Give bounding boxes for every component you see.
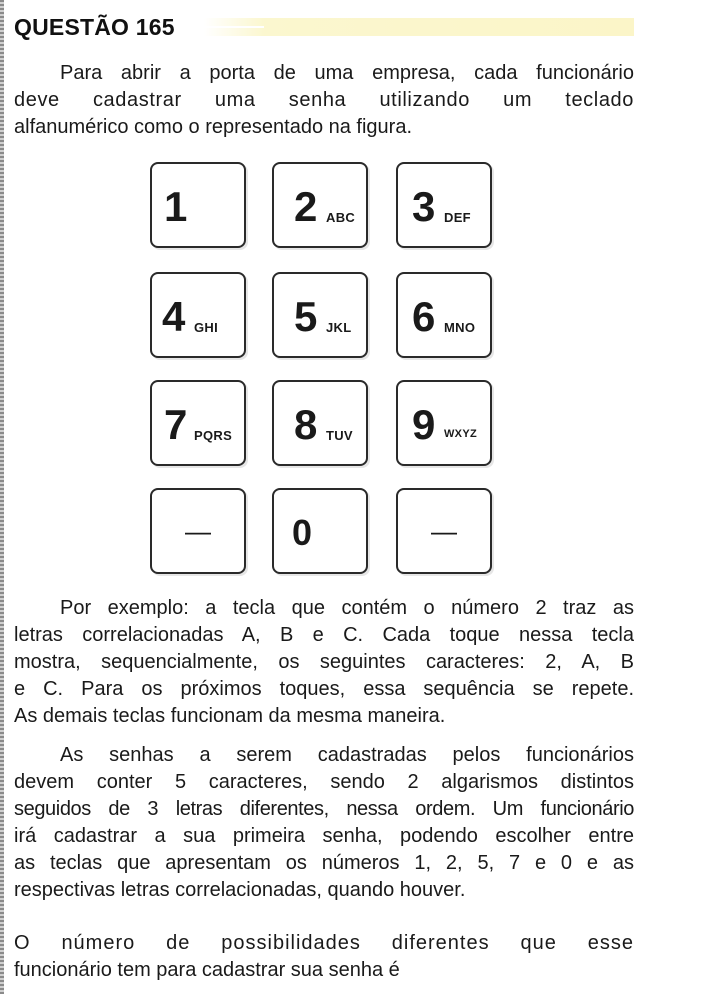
title-bar-line	[204, 26, 264, 28]
key-7	[150, 380, 246, 466]
key-5	[272, 272, 368, 358]
prompt-paragraph	[14, 930, 634, 984]
intro-paragraph	[14, 60, 634, 141]
key-dash-right	[396, 488, 492, 574]
key-letters: GHI	[194, 320, 219, 335]
key-8	[272, 380, 368, 466]
key-3	[396, 162, 492, 248]
example-paragraph	[14, 595, 634, 730]
key-9	[396, 380, 492, 466]
title-highlight-bar	[204, 18, 634, 36]
intro-line: deve cadastrar uma senha utilizando um teclado	[14, 89, 634, 111]
key-digit: 2	[294, 183, 318, 230]
prompt-line: O número de possibilidades diferentes que esse	[14, 932, 634, 954]
alphanumeric-keypad	[150, 162, 500, 582]
rules-line: respectivas letras correlacionadas, quando houver.	[14, 879, 466, 901]
question-header	[14, 12, 634, 44]
key-dash: —	[431, 516, 457, 546]
example-line: As demais teclas funcionam da mesma maneira.	[14, 705, 446, 727]
key-letters: ABC	[326, 210, 356, 225]
key-digit: 1	[164, 183, 188, 230]
example-line: letras correlacionadas A, B e C. Cada toque nessa tecla	[14, 624, 634, 646]
key-0	[272, 488, 368, 574]
rules-line: irá cadastrar a sua primeira senha, podendo escolher entre	[14, 825, 634, 847]
key-letters: JKL	[326, 320, 352, 335]
rules-line: devem conter 5 caracteres, sendo 2 algarismos distintos	[14, 771, 634, 793]
key-letters: TUV	[326, 428, 353, 443]
prompt-line: funcionário tem para cadastrar sua senha é	[14, 959, 400, 981]
key-2	[272, 162, 368, 248]
rules-line: as teclas que apresentam os números 1, 2, 5, 7 e 0 e as	[14, 852, 634, 874]
page-margin-rule	[0, 0, 4, 994]
key-dash-left	[150, 488, 246, 574]
key-letters: DEF	[444, 210, 471, 225]
key-letters: MNO	[444, 320, 476, 335]
key-digit: 4	[162, 293, 186, 340]
intro-line: Para abrir a porta de uma empresa, cada funcionário	[60, 62, 634, 84]
key-4	[150, 272, 246, 358]
key-dash: —	[185, 516, 211, 546]
question-title: QUESTÃO 165	[14, 14, 175, 40]
key-digit: 9	[412, 401, 436, 448]
example-line: e C. Para os próximos toques, essa sequência se repete.	[14, 678, 634, 700]
key-digit: 0	[292, 512, 313, 553]
key-digit: 8	[294, 401, 318, 448]
key-letters: PQRS	[194, 428, 233, 443]
example-line: Por exemplo: a tecla que contém o número 2 traz as	[60, 597, 634, 619]
rules-line: seguidos de 3 letras diferentes, nessa ordem. Um funcionário	[14, 798, 634, 820]
intro-line: alfanumérico como o representado na figura.	[14, 116, 413, 138]
key-1	[150, 162, 246, 248]
example-line: mostra, sequencialmente, os seguintes caracteres: 2, A, B	[14, 651, 634, 673]
key-digit: 7	[164, 401, 188, 448]
rules-line: As senhas a serem cadastradas pelos funcionários	[60, 744, 634, 766]
key-6	[396, 272, 492, 358]
key-digit: 6	[412, 293, 436, 340]
key-digit: 3	[412, 183, 436, 230]
rules-paragraph	[14, 742, 634, 904]
key-digit: 5	[294, 293, 318, 340]
key-letters: WXYZ	[444, 428, 477, 440]
